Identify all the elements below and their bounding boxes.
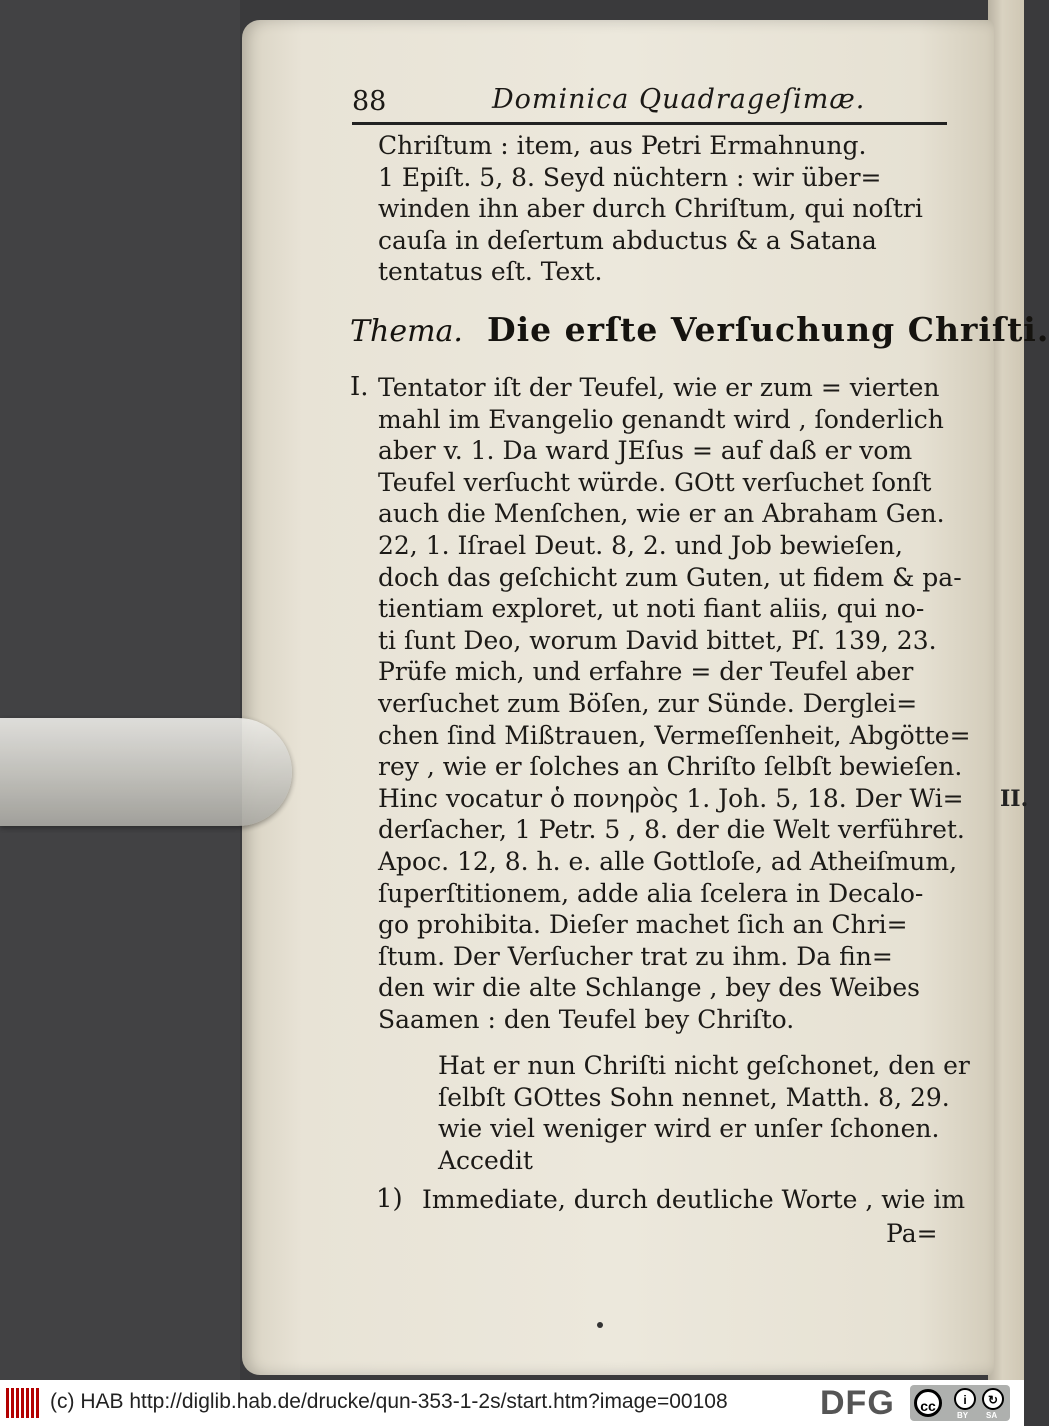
text-line: ſtum. Der Verſucher trat zu ihm. Da fin= (378, 941, 893, 971)
text-line: doch das geſchicht zum Guten, ut fidem & pa- (378, 562, 962, 592)
quote-block (438, 1050, 970, 1176)
attribution-icon: i (954, 1388, 976, 1410)
text-line: go prohibita. Dieſer machet ſich an Chri= (378, 910, 908, 940)
license-by-label: BY (957, 1411, 969, 1420)
running-title: Dominica Quadrageſimæ. (492, 84, 866, 115)
text-line: cauſa in deſertum abductus & a Satana (378, 225, 877, 255)
text-line: rey , wie er ſolches an Chriſto ſelbſt bewieſen. (378, 752, 963, 782)
text-line: ſelbſt GOttes Sohn nennet, Matth. 8, 29. (438, 1082, 950, 1112)
text-line: chen ſind Mißtrauen, Vermeſſenheit, Abgötte= (378, 720, 971, 750)
text-line: aber v. 1. Da ward JEſus = auf daß er vom (378, 436, 913, 466)
text-line: ti ſunt Deo, worum David bittet, Pſ. 139, 23. (378, 625, 937, 655)
library-logo-icon (6, 1388, 40, 1418)
text-line: tentatus eſt. Text. (378, 257, 603, 287)
cc-license-badge[interactable] (910, 1385, 1010, 1421)
share-alike-icon: ↻ (982, 1388, 1004, 1410)
page-marker-strip (0, 718, 292, 826)
paragraph-intro (378, 130, 948, 288)
text-line: Prüfe mich, und erfahre = der Teufel aber (378, 657, 914, 687)
text-line: Saamen : den Teufel bey Chriſto. (378, 1004, 795, 1034)
background-left (0, 0, 240, 1380)
catchword: Pa= (886, 1219, 938, 1248)
text-line: tientiam exploret, ut noti fiant aliis, qui no- (378, 594, 925, 624)
item-numeral: 1) (376, 1184, 403, 1214)
text-line: verſuchet zum Böſen, zur Sünde. Derglei= (378, 688, 918, 718)
text-line: Chriſtum : item, aus Petri Ermahnung. (378, 131, 867, 160)
text-line: Teufel verſucht würde. GOtt verſuchet ſonſt (378, 467, 932, 497)
text-line: 1 Epiſt. 5, 8. Seyd nüchtern : wir über= (378, 162, 882, 192)
copyright-url[interactable]: (c) HAB http://diglib.hab.de/drucke/qun-353-1-2s/start.htm?image=00108 (50, 1390, 728, 1413)
page-number: 88 (352, 86, 387, 117)
text-line: Apoc. 12, 8. h. e. alle Gottloſe, ad Atheiſmum, (378, 846, 958, 876)
text-line: auch die Menſchen, wie er an Abraham Gen. (378, 499, 945, 529)
item-line: Immediate, durch deutliche Worte , wie im (422, 1185, 966, 1214)
text-line: mahl im Evangelio genandt wird , ſonderlich (378, 404, 944, 434)
text-line: Hat er nun Chriſti nicht geſchonet, den er (438, 1051, 970, 1080)
text-line: 22, 1. Iſrael Deut. 8, 2. und Job bewieſen, (378, 530, 903, 560)
text-line: Tentator iſt der Teufel, wie er zum = vierten (378, 373, 940, 402)
thema-heading (350, 310, 1049, 349)
header-rule (352, 122, 947, 125)
adjacent-page-fragment: II. (1000, 786, 1029, 812)
dfg-logo: DFG (820, 1384, 895, 1422)
text-line: wie viel weniger wird er unſer ſchonen. (438, 1114, 940, 1144)
page-speck (597, 1322, 603, 1328)
license-sa-label: SA (986, 1411, 998, 1420)
thema-title: Die erſte Verſuchung Chriſti. (486, 310, 1049, 349)
thema-label: Thema. (350, 314, 463, 349)
text-line: derſacher, 1 Petr. 5 , 8. der die Welt verführet. (378, 815, 965, 845)
text-line: winden ihn aber durch Chriſtum, qui noſtri (378, 194, 923, 224)
text-line: ſuperſtitionem, adde alia ſcelera in Decalo- (378, 878, 924, 908)
text-line: den wir die alte Schlange , bey des Weibes (378, 973, 920, 1003)
text-line: Accedit (438, 1145, 533, 1175)
text-line: Hinc vocatur ὁ πονηρὸς 1. Joh. 5, 18. Der Wi= (378, 783, 964, 813)
cc-icon: cc (914, 1389, 942, 1417)
footer-bar (0, 1380, 1024, 1426)
section-numeral: I. (350, 372, 369, 402)
section-I-body (378, 372, 971, 1035)
